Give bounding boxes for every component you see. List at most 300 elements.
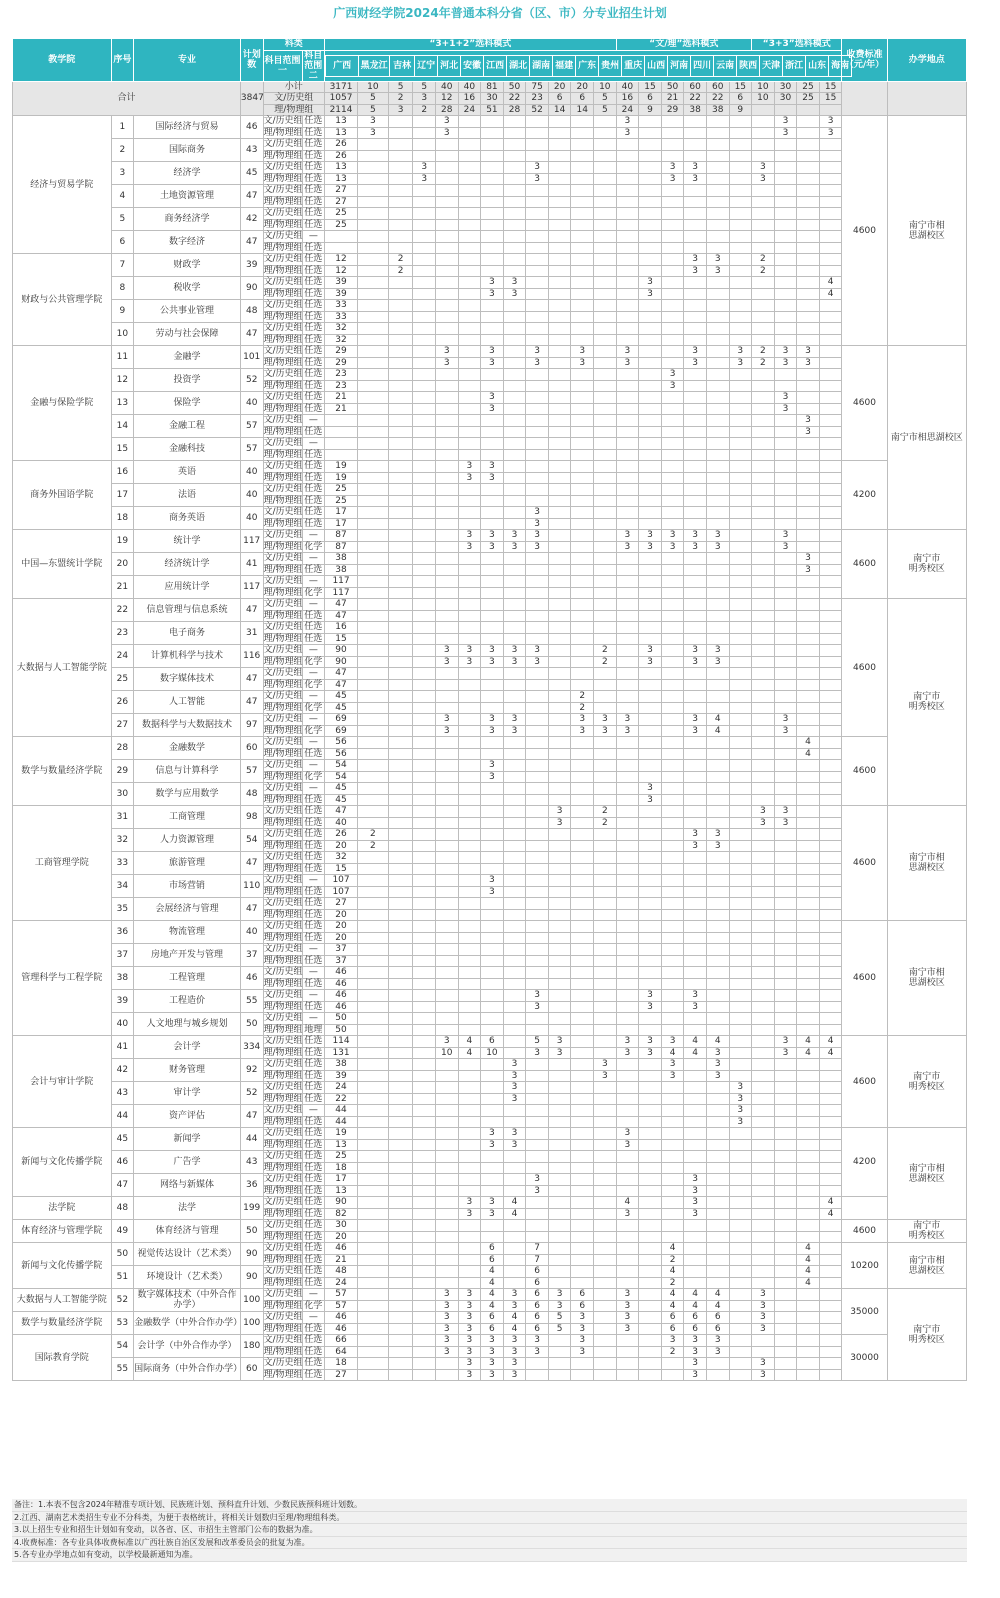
value-cell [413,898,436,910]
value-cell: 3 [503,1346,526,1358]
value-cell [481,311,504,323]
total-cell: 6 [639,93,662,105]
major-cell: 数据科学与大数据技术 [134,714,241,737]
value-cell [503,794,526,806]
value-cell [435,921,458,933]
table-row [13,139,967,151]
value-cell [797,438,820,450]
value-cell [797,1093,820,1105]
value-cell [481,323,504,335]
value-cell [571,1001,594,1013]
value-cell [639,461,662,473]
value-cell: 3 [639,541,662,553]
value-cell: 3 [774,403,797,415]
value-cell: 90 [325,656,358,668]
value-cell [616,139,639,151]
value-cell [706,346,729,358]
value-cell [616,1151,639,1163]
value-cell [684,944,707,956]
value-cell: 3 [774,725,797,737]
major-cell: 财务管理 [134,1059,241,1082]
value-cell [661,461,684,473]
value-cell [503,472,526,484]
value-cell: 3 [526,507,549,519]
value-cell [413,311,436,323]
value-cell [774,748,797,760]
value-cell [819,300,842,312]
total-cell: 1057 [325,93,358,105]
plan-cell: 47 [240,1105,263,1128]
value-cell: 4 [706,725,729,737]
value-cell: 3 [616,1047,639,1059]
value-cell [503,990,526,1002]
value-cell [526,461,549,473]
value-cell [594,288,617,300]
value-cell [729,300,752,312]
value-cell [481,1059,504,1071]
value-cell [797,932,820,944]
value-cell: 6 [706,1323,729,1335]
value-cell [639,978,662,990]
value-cell [503,783,526,795]
value-cell [503,1162,526,1174]
value-cell: 17 [325,1174,358,1186]
value-cell [594,1346,617,1358]
value-cell [684,587,707,599]
value-cell [774,909,797,921]
value-cell: 3 [458,1346,481,1358]
value-cell [413,1151,436,1163]
table-row [13,1082,967,1094]
value-cell [661,817,684,829]
value-cell [684,507,707,519]
group-cell: 文/历史组 [263,967,303,978]
value-cell [797,116,820,128]
value-cell [357,875,388,887]
value-cell: 3 [503,656,526,668]
value-cell [458,185,481,197]
range-cell: 任选 [302,254,325,266]
college-cell: 大数据与人工智能学院 [13,1289,112,1312]
campus-cell: 南宁市相 思湖校区 [887,921,966,1036]
group-cell: 理/物理组 [263,495,303,506]
value-cell [571,656,594,668]
group-cell: 理/物理组 [263,1369,303,1380]
value-cell: 3 [639,783,662,795]
major-cell: 工程管理 [134,967,241,990]
value-cell [752,875,775,887]
value-cell [388,863,413,875]
value-cell [503,932,526,944]
value-cell [594,1266,617,1278]
value-cell [526,484,549,496]
group-cell: 文/历史组 [263,507,303,518]
value-cell [639,875,662,887]
value-cell [458,921,481,933]
range-cell: 任选 [302,932,325,944]
value-cell [435,173,458,185]
value-cell [503,875,526,887]
value-cell [571,599,594,611]
value-cell [661,116,684,128]
value-cell [639,944,662,956]
value-cell: 3 [435,1346,458,1358]
value-cell [616,392,639,404]
value-cell: 3 [729,346,752,358]
plan-cell: 100 [240,1312,263,1335]
value-cell: 4 [819,277,842,289]
value-cell [548,852,571,864]
value-cell [752,829,775,841]
value-cell [357,587,388,599]
value-cell [413,254,436,266]
value-cell [706,1243,729,1255]
value-cell: 4 [819,1036,842,1048]
value-cell [548,507,571,519]
value-cell [797,909,820,921]
value-cell [729,403,752,415]
value-cell: 3 [616,530,639,542]
seq-cell: 8 [111,277,134,300]
value-cell [526,392,549,404]
value-cell [706,553,729,565]
value-cell [774,369,797,381]
value-cell [481,1001,504,1013]
range-cell: 任选 [302,1059,325,1071]
value-cell [435,1197,458,1209]
value-cell [594,1277,617,1289]
value-cell [819,817,842,829]
value-cell [481,1093,504,1105]
value-cell [752,990,775,1002]
value-cell: 4 [797,1254,820,1266]
value-cell [481,426,504,438]
value-cell [819,541,842,553]
value-cell: 3 [526,1047,549,1059]
value-cell [503,748,526,760]
range-cell: — [302,1105,325,1117]
group-cell: 文/历史组 [263,254,303,265]
value-cell [458,840,481,852]
value-cell [571,1105,594,1117]
value-cell: 3 [458,461,481,473]
seq-cell: 11 [111,346,134,369]
value-cell [752,840,775,852]
total-cell: 23 [526,93,549,105]
value-cell [594,875,617,887]
value-cell [616,380,639,392]
major-cell: 统计学 [134,530,241,553]
value-cell [413,1369,436,1381]
college-cell: 国际教育学院 [13,1335,112,1381]
value-cell [819,863,842,875]
value-cell [774,380,797,392]
value-cell [594,1185,617,1197]
value-cell [481,829,504,841]
group-cell: 理/物理组 [263,1231,303,1242]
value-cell: 4 [458,1047,481,1059]
value-cell [435,507,458,519]
value-cell: 21 [325,1254,358,1266]
range-cell: — [302,967,325,979]
table-row [13,300,967,312]
value-cell [594,967,617,979]
value-cell [661,921,684,933]
value-cell [388,737,413,749]
total-cell: 2114 [325,104,358,116]
value-cell [526,300,549,312]
seq-cell: 30 [111,783,134,806]
value-cell [774,553,797,565]
value-cell [388,150,413,162]
value-cell [819,829,842,841]
value-cell [729,794,752,806]
value-cell [388,1059,413,1071]
value-cell [526,208,549,220]
value-cell [571,1243,594,1255]
value-cell [706,415,729,427]
group-cell: 文/历史组 [263,668,303,679]
value-cell [684,208,707,220]
value-cell [752,622,775,634]
value-cell [594,403,617,415]
value-cell [729,898,752,910]
value-cell [357,1082,388,1094]
value-cell [684,116,707,128]
value-cell [661,1105,684,1117]
value-cell [435,242,458,254]
value-cell [548,254,571,266]
value-cell [639,863,662,875]
value-cell [357,1001,388,1013]
value-cell [639,553,662,565]
value-cell: 3 [413,173,436,185]
value-cell [797,1013,820,1025]
major-cell: 审计学 [134,1082,241,1105]
value-cell [797,875,820,887]
value-cell [526,254,549,266]
value-cell [594,162,617,174]
value-cell [503,426,526,438]
value-cell [388,346,413,358]
value-cell [458,1013,481,1025]
table-row [13,1243,967,1255]
range-cell: 任选 [302,334,325,346]
value-cell [639,829,662,841]
value-cell: 22 [325,1093,358,1105]
value-cell: 3 [526,530,549,542]
group-cell: 理/物理组 [263,426,303,437]
value-cell [797,852,820,864]
table-row [13,1151,967,1163]
value-cell: 3 [684,1208,707,1220]
value-cell [571,748,594,760]
value-cell [639,932,662,944]
value-cell [503,369,526,381]
value-cell [729,461,752,473]
range-cell: 任选 [302,852,325,864]
value-cell [413,1220,436,1232]
value-cell [752,1116,775,1128]
seq-cell: 23 [111,622,134,645]
value-cell [413,127,436,139]
table-row [13,829,967,841]
value-cell: 2 [752,265,775,277]
value-cell [616,806,639,818]
total-cell: 30 [774,81,797,93]
value-cell [571,1093,594,1105]
value-cell: 20 [325,840,358,852]
table-row [13,691,967,703]
value-cell [548,932,571,944]
value-cell [797,1128,820,1140]
value-cell [571,242,594,254]
value-cell: 3 [526,990,549,1002]
table-row [13,369,967,381]
value-cell [752,277,775,289]
value-cell [388,909,413,921]
value-cell [616,1358,639,1370]
value-cell [413,392,436,404]
value-cell: 2 [752,346,775,358]
group-cell: 文/历史组 [263,622,303,633]
table-row [13,277,967,289]
value-cell [684,622,707,634]
value-cell: 2 [661,1254,684,1266]
value-cell [684,139,707,151]
value-cell: 90 [325,1197,358,1209]
value-cell [819,599,842,611]
value-cell [413,357,436,369]
total-cell: 2 [388,93,413,105]
value-cell [661,806,684,818]
value-cell [413,1266,436,1278]
value-cell [684,484,707,496]
value-cell [526,794,549,806]
value-cell [774,829,797,841]
value-cell: 3 [774,530,797,542]
value-cell [706,1358,729,1370]
value-cell [503,242,526,254]
value-cell: 4 [481,1266,504,1278]
value-cell [819,725,842,737]
value-cell [594,691,617,703]
total-cell: 22 [684,93,707,105]
value-cell: 4 [503,1208,526,1220]
value-cell [819,576,842,588]
value-cell [571,1082,594,1094]
group-cell: 理/物理组 [263,380,303,391]
value-cell [594,944,617,956]
value-cell: 3 [616,1300,639,1312]
value-cell [357,1174,388,1186]
th-seq: 序号 [111,39,134,82]
value-cell [819,553,842,565]
value-cell [729,955,752,967]
value-cell [571,794,594,806]
value-cell: 4 [797,1277,820,1289]
value-cell [774,265,797,277]
value-cell [548,1082,571,1094]
value-cell [357,760,388,772]
value-cell [548,725,571,737]
value-cell [548,242,571,254]
value-cell [435,817,458,829]
value-cell [526,1197,549,1209]
value-cell [706,1277,729,1289]
value-cell [481,484,504,496]
value-cell [357,162,388,174]
value-cell [706,300,729,312]
value-cell [413,944,436,956]
value-cell [548,702,571,714]
value-cell [458,1024,481,1036]
major-cell: 环境设计（艺术类） [134,1266,241,1289]
value-cell [548,679,571,691]
value-cell [388,1254,413,1266]
value-cell [616,656,639,668]
value-cell [481,300,504,312]
value-cell [684,863,707,875]
value-cell [357,1162,388,1174]
value-cell [594,1128,617,1140]
value-cell: 20 [325,909,358,921]
seq-cell: 7 [111,254,134,277]
value-cell [526,1059,549,1071]
value-cell: 45 [325,783,358,795]
value-cell [594,829,617,841]
value-cell [752,1174,775,1186]
value-cell [388,369,413,381]
value-cell [819,921,842,933]
value-cell [526,1128,549,1140]
range-cell: 任选 [302,196,325,208]
value-cell [413,1358,436,1370]
value-cell: 3 [774,817,797,829]
range-cell: 任选 [302,139,325,151]
value-cell [729,1162,752,1174]
value-cell [594,1151,617,1163]
value-cell [435,472,458,484]
seq-cell: 25 [111,668,134,691]
value-cell [661,507,684,519]
value-cell: 3 [594,714,617,726]
value-cell: 4 [797,1243,820,1255]
province-header-11: 贵州 [599,55,622,76]
value-cell [819,495,842,507]
value-cell [435,1208,458,1220]
value-cell [729,691,752,703]
value-cell [774,852,797,864]
value-cell: 12 [325,265,358,277]
value-cell [503,300,526,312]
fee-cell [842,1197,887,1220]
value-cell [388,852,413,864]
group-cell: 理/物理组 [263,909,303,920]
total-cell [752,104,775,116]
total-cell: 5 [594,93,617,105]
group-cell: 文/历史组 [263,576,303,587]
value-cell [503,185,526,197]
value-cell [752,369,775,381]
value-cell [357,530,388,542]
value-cell: 3 [684,840,707,852]
value-cell [797,1335,820,1347]
value-cell [684,1243,707,1255]
value-cell [774,564,797,576]
value-cell [661,139,684,151]
value-cell [752,656,775,668]
